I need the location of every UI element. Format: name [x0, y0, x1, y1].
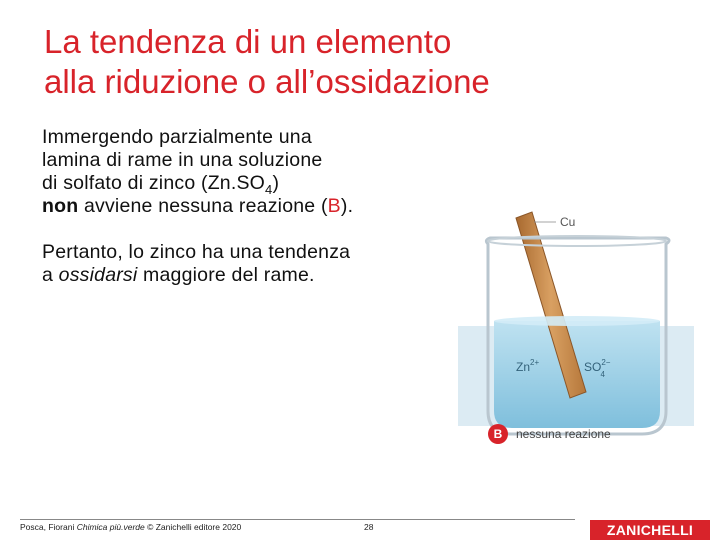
figure-ref-b: B — [327, 195, 341, 217]
body-line-6-end: maggiore del rame. — [137, 264, 315, 286]
figure-badge-letter: B — [493, 427, 503, 441]
body-line-3-text: di solfato di zinco (Zn.SO — [42, 172, 266, 194]
body-line-3 — [42, 172, 442, 195]
paragraph-gap — [42, 218, 442, 241]
publisher-logo: ZANICHELLI — [590, 520, 710, 540]
italic-ossidarsi: ossidarsi — [58, 264, 138, 286]
sulfate-index: 4 — [600, 370, 605, 379]
body-line-4-end: ). — [340, 195, 354, 217]
sulfate-symbol: SO — [584, 360, 602, 374]
slide-body — [42, 126, 442, 287]
page-number: 28 — [364, 522, 374, 532]
zinc-charge: 2+ — [530, 358, 540, 367]
body-line-2: lamina di rame in una soluzione — [42, 149, 323, 171]
footer-credit — [20, 522, 241, 532]
slide-title — [44, 22, 704, 102]
body-line-4-text: avviene nessuna reazione ( — [78, 195, 328, 217]
figure-caption: nessuna reazione — [516, 427, 611, 441]
sulfate-subscript: 4 — [265, 181, 273, 197]
body-line-6 — [42, 264, 442, 287]
footer-author: Posca, Fiorani — [20, 522, 77, 532]
sulfate-charge: 2− — [601, 358, 611, 367]
body-line-1: Immergendo parzialmente una — [42, 126, 312, 148]
bold-non: non — [42, 195, 79, 217]
title-line-2: alla riduzione o all’ossidazione — [44, 63, 490, 100]
body-line-3-end: ) — [272, 172, 280, 194]
footer-divider — [20, 519, 575, 520]
zinc-symbol: Zn — [516, 360, 531, 374]
beaker-figure — [456, 196, 696, 446]
body-line-6-start: a — [42, 264, 59, 286]
body-line-4 — [42, 195, 442, 218]
liquid-surface — [494, 316, 660, 326]
title-line-1: La tendenza di un elemento — [44, 23, 452, 60]
footer-book: Chimica più.verde — [76, 522, 145, 532]
footer-publisher: © Zanichelli editore 2020 — [144, 522, 242, 532]
cu-label: Cu — [560, 215, 576, 229]
body-line-5: Pertanto, lo zinco ha una tendenza — [42, 241, 351, 263]
